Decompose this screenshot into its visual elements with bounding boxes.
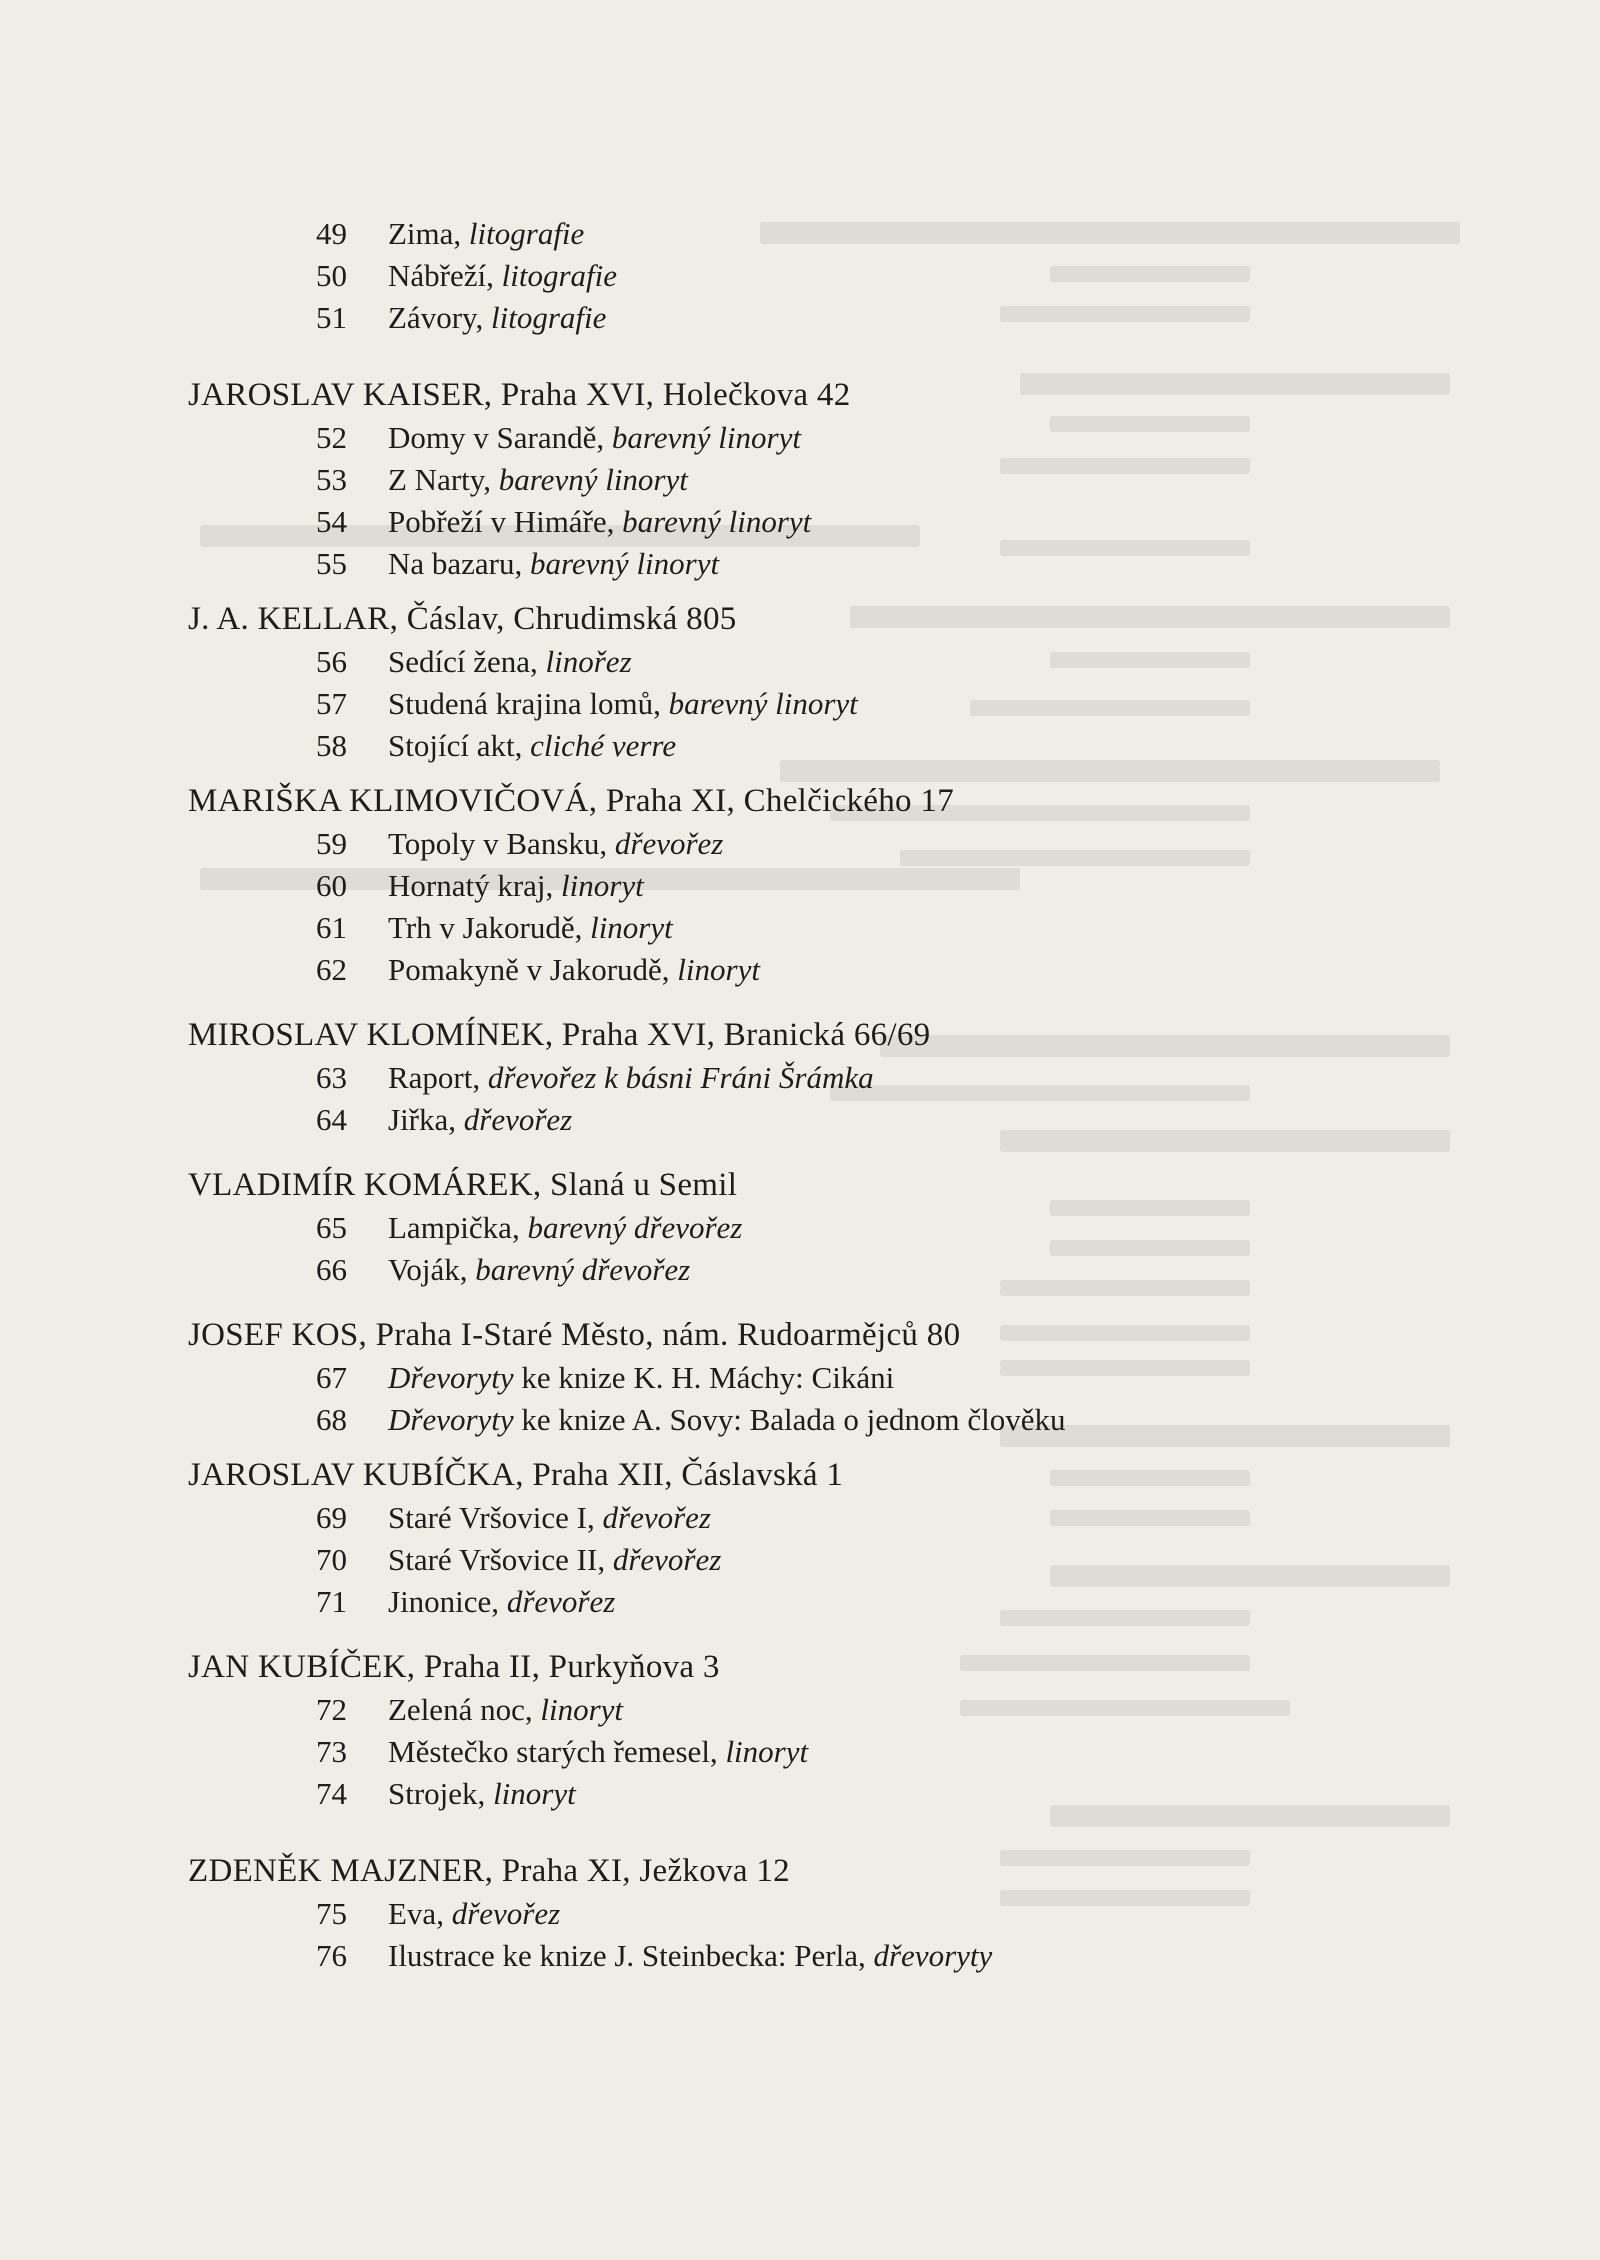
entry-technique: dřevořez: [614, 826, 724, 861]
entry-technique: dřevoryty: [873, 1938, 993, 1973]
entry-title: Pomakyně v Jakorudě,: [388, 952, 678, 987]
entry-technique: barevný linoryt: [611, 420, 801, 455]
entry-number: 72: [316, 1692, 347, 1727]
entry-technique: barevný linoryt: [530, 546, 720, 581]
entry-title: Zelená noc,: [388, 1692, 541, 1727]
entry-technique: dřevořez: [506, 1584, 616, 1619]
entry-title: Raport,: [388, 1060, 488, 1095]
entry-technique: barevný linoryt: [498, 462, 688, 497]
entry-title: Staré Vršovice II,: [388, 1542, 613, 1577]
entry-technique: linoryt: [493, 1776, 576, 1811]
artist-group: [188, 1013, 1448, 1141]
entry-technique: Dřevoryty: [388, 1402, 514, 1437]
entry-technique: linoryt: [725, 1734, 809, 1769]
entry-technique: barevný linoryt: [668, 686, 858, 721]
catalog-entry: [188, 213, 1448, 255]
entry-number: 53: [316, 462, 347, 497]
entry-number: 68: [316, 1402, 347, 1437]
catalog-entry: [188, 725, 1448, 767]
entry-technique: dřevořez: [612, 1542, 722, 1577]
entry-number: 65: [316, 1210, 347, 1245]
entry-number: 62: [316, 952, 347, 987]
entry-title: Na bazaru,: [388, 546, 530, 581]
entry-technique: litografie: [501, 258, 617, 293]
artist-group: [188, 1849, 1448, 1977]
catalog-entry: [188, 1731, 1448, 1773]
artist-heading: MIROSLAV KLOMÍNEK, Praha XVI, Branická 66/69: [188, 1017, 931, 1053]
entry-number: 52: [316, 420, 347, 455]
entry-technique: linoryt: [561, 868, 644, 903]
artist-group: [188, 1163, 1448, 1291]
artist-heading: JAROSLAV KUBÍČKA, Praha XII, Čáslavská 1: [188, 1457, 844, 1493]
entry-title: Lampička,: [388, 1210, 528, 1245]
catalog-entry: [188, 459, 1448, 501]
catalog-entry: [188, 1689, 1448, 1731]
entry-number: 51: [316, 300, 347, 335]
entry-technique: barevný linoryt: [622, 504, 812, 539]
artist-heading: VLADIMÍR KOMÁREK, Slaná u Semil: [188, 1167, 738, 1203]
artist-group: [188, 597, 1448, 767]
catalog-entry: [188, 1207, 1448, 1249]
catalog-entry: [188, 1497, 1448, 1539]
entry-title: Studená krajina lomů,: [388, 686, 669, 721]
catalog-entry: [188, 297, 1448, 339]
entry-number: 57: [316, 686, 347, 721]
entry-number: 76: [316, 1938, 347, 1973]
entry-title: Eva,: [388, 1896, 452, 1931]
entry-technique: litografie: [491, 300, 607, 335]
entry-title: Jiřka,: [388, 1102, 464, 1137]
entry-technique: cliché verre: [530, 728, 677, 763]
catalog-entry: [188, 1099, 1448, 1141]
entry-number: 75: [316, 1896, 347, 1931]
entry-number: 55: [316, 546, 347, 581]
catalog-entry: [188, 907, 1448, 949]
catalog-entry: [188, 255, 1448, 297]
entry-technique: dřevořez: [602, 1500, 711, 1535]
catalog-entry: [188, 1935, 1448, 1977]
entry-title: Pobřeží v Himáře,: [388, 504, 623, 539]
entry-title: Městečko starých řemesel,: [388, 1734, 726, 1769]
entry-extra: ke knize A. Sovy: Balada o jednom člověku: [513, 1402, 1066, 1437]
entry-title: Topoly v Bansku,: [388, 826, 615, 861]
entry-title: Závory,: [388, 300, 492, 335]
entry-title: Z Narty,: [388, 462, 499, 497]
entry-number: 63: [316, 1060, 347, 1095]
catalog-entry: [188, 1539, 1448, 1581]
entry-number: 50: [316, 258, 347, 293]
entry-technique: barevný dřevořez: [475, 1252, 691, 1287]
catalog-entry: [188, 1249, 1448, 1291]
entry-number: 74: [316, 1776, 347, 1811]
entry-title: Staré Vršovice I,: [388, 1500, 603, 1535]
entry-number: 54: [316, 504, 347, 539]
entry-number: 73: [316, 1734, 347, 1769]
catalog-entry: [188, 865, 1448, 907]
entry-technique: barevný dřevořez: [527, 1210, 743, 1245]
entry-number: 49: [316, 216, 347, 251]
entry-title: Zima,: [388, 216, 469, 251]
entry-technique: Dřevoryty: [388, 1360, 514, 1395]
catalog-entry: [188, 1057, 1448, 1099]
catalog-entry: [188, 543, 1448, 585]
entry-number: 66: [316, 1252, 347, 1287]
entry-title: Jinonice,: [388, 1584, 507, 1619]
entry-title: Trh v Jakorudě,: [388, 910, 591, 945]
catalog-entry: [188, 1773, 1448, 1815]
entry-number: 59: [316, 826, 347, 861]
entry-title: Ilustrace ke knize J. Steinbecka: Perla,: [388, 1938, 874, 1973]
entry-title: Stojící akt,: [388, 728, 531, 763]
entry-number: 64: [316, 1102, 347, 1137]
entry-technique: dřevořez: [451, 1896, 561, 1931]
entry-number: 60: [316, 868, 347, 903]
entry-number: 71: [316, 1584, 347, 1619]
artist-heading: ZDENĚK MAJZNER, Praha XI, Ježkova 12: [188, 1853, 790, 1889]
artist-group: [188, 1645, 1448, 1815]
entry-title: Domy v Sarandě,: [388, 420, 612, 455]
entry-number: 69: [316, 1500, 347, 1535]
catalog-entry: [188, 417, 1448, 459]
entry-title: Nábřeží,: [388, 258, 502, 293]
artist-group: [188, 373, 1448, 585]
entry-technique: litografie: [468, 216, 585, 251]
artist-heading: JAROSLAV KAISER, Praha XVI, Holečkova 42: [188, 377, 851, 413]
catalog-entry: [188, 823, 1448, 865]
entry-title: Sedící žena,: [388, 644, 546, 679]
entry-number: 58: [316, 728, 347, 763]
entry-technique: linoryt: [540, 1692, 624, 1727]
entry-title: Strojek,: [388, 1776, 494, 1811]
entry-number: 70: [316, 1542, 347, 1577]
catalog-entry: [188, 641, 1448, 683]
artist-heading: J. A. KELLAR, Čáslav, Chrudimská 805: [188, 601, 737, 637]
artist-group: [188, 1453, 1448, 1623]
catalog-entry: [188, 1581, 1448, 1623]
entry-technique: linoryt: [677, 952, 760, 987]
entry-number: 56: [316, 644, 347, 679]
artist-group: [188, 779, 1448, 991]
entry-technique: dřevořez: [463, 1102, 573, 1137]
artist-heading: JAN KUBÍČEK, Praha II, Purkyňova 3: [188, 1649, 720, 1685]
entry-number: 67: [316, 1360, 347, 1395]
entry-title: Voják,: [388, 1252, 476, 1287]
entry-title: Hornatý kraj,: [388, 868, 562, 903]
catalog-entry: [188, 1399, 1448, 1441]
artist-group: [188, 1313, 1448, 1441]
artist-catalog-list: [188, 213, 1448, 1977]
artist-heading: JOSEF KOS, Praha I-Staré Město, nám. Rudoarmějců 80: [188, 1317, 961, 1353]
entry-extra: ke knize K. H. Máchy: Cikáni: [513, 1360, 895, 1395]
artist-heading: MARIŠKA KLIMOVIČOVÁ, Praha XI, Chelčického 17: [188, 783, 954, 819]
entry-technique: linoryt: [590, 910, 673, 945]
catalog-entry: [188, 949, 1448, 991]
entry-number: 61: [316, 910, 347, 945]
artist-group: [188, 213, 1448, 339]
catalog-entry: [188, 1357, 1448, 1399]
catalog-entry: [188, 501, 1448, 543]
entry-technique: linořez: [545, 644, 632, 679]
entry-technique: dřevořez k básni Fráni Šrámka: [487, 1060, 874, 1095]
catalog-entry: [188, 683, 1448, 725]
catalog-entry: [188, 1893, 1448, 1935]
